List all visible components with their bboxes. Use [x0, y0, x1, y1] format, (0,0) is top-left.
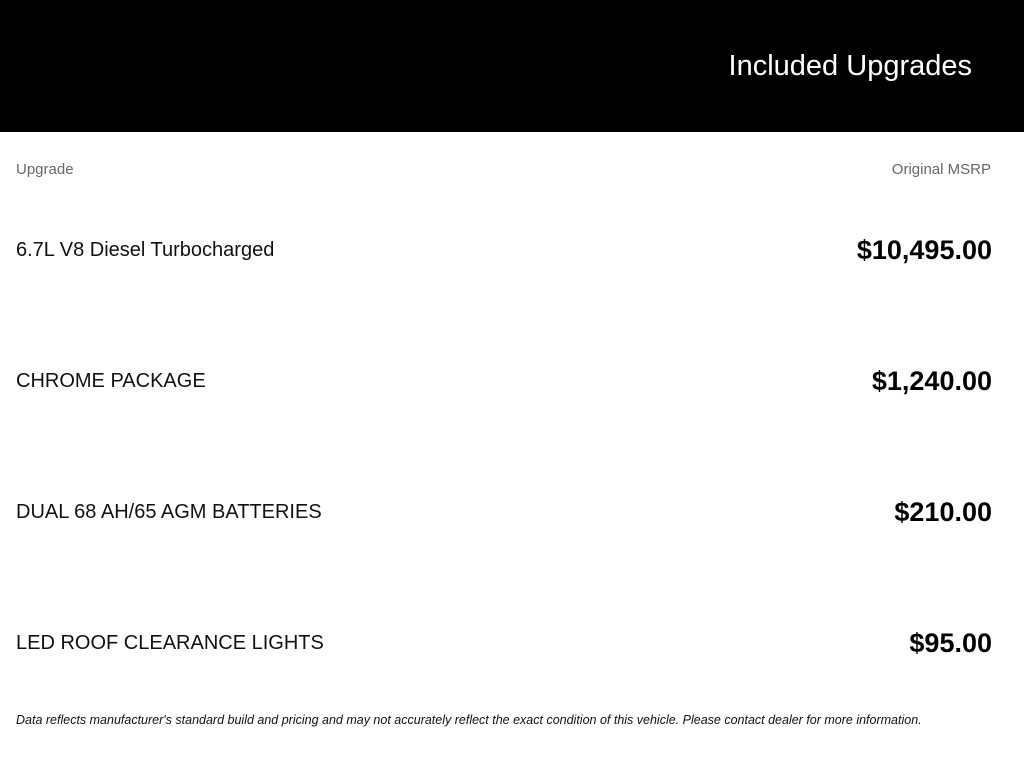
upgrade-price: $95.00: [909, 628, 992, 658]
upgrade-name: CHROME PACKAGE: [16, 370, 206, 392]
upgrade-row: [16, 494, 992, 530]
upgrade-row: [16, 625, 992, 661]
page-title: Included Upgrades: [728, 50, 972, 82]
upgrade-price: $10,495.00: [856, 235, 992, 265]
upgrade-name: LED ROOF CLEARANCE LIGHTS: [16, 632, 324, 654]
upgrade-name: DUAL 68 AH/65 AGM BATTERIES: [16, 501, 322, 523]
upgrade-price: $210.00: [894, 497, 992, 527]
upgrade-name: 6.7L V8 Diesel Turbocharged: [16, 239, 275, 261]
upgrade-row: [16, 363, 992, 399]
header-bar: [0, 0, 1024, 132]
column-header-msrp: Original MSRP: [891, 161, 991, 178]
table-header: [16, 161, 991, 179]
disclaimer-text: Data reflects manufacturer's standard build and pricing and may not accurately reflect the exact condition of this vehicle. Please contact dealer for more information.: [16, 713, 922, 727]
upgrade-price: $1,240.00: [871, 366, 992, 396]
column-header-upgrade: Upgrade: [16, 161, 74, 178]
upgrade-row: [16, 232, 992, 268]
